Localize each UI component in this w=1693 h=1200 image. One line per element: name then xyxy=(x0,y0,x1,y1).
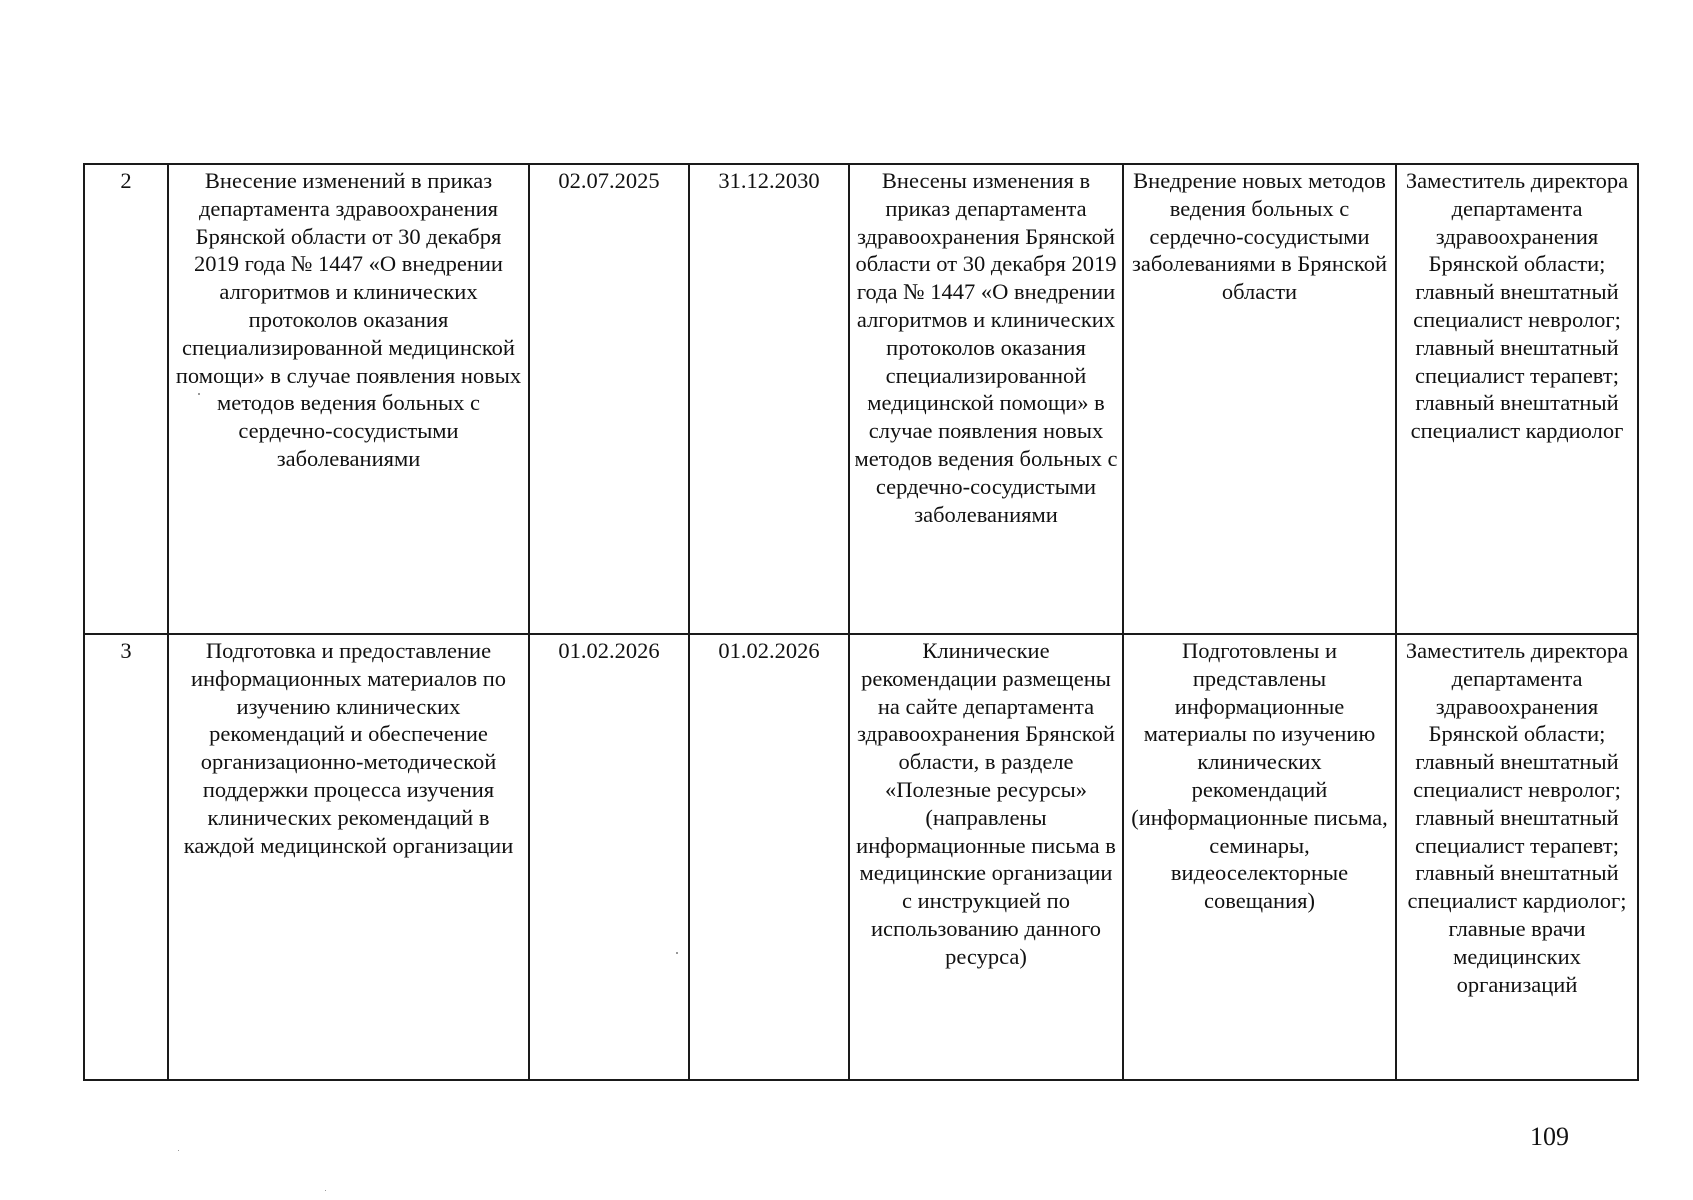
result-description: Клинические рекомендации размещены на сайте департамента здравоохранения Брянской области, в разделе «Полезные ресурсы» (направлены информационные письма в медицинские организации с инструкцией по использованию данного ресурса) xyxy=(849,634,1123,1080)
task-description: Подготовка и предоставление информационных материалов по изучению клинических рекомендаций и обеспечение организационно-методической поддержки процесса изучения клинических рекомендаций в каждой медицинской организации xyxy=(168,634,529,1080)
end-date: 01.02.2026 xyxy=(689,634,849,1080)
start-date: 01.02.2026 xyxy=(529,634,689,1080)
outcome-description: Внедрение новых методов ведения больных с сердечно-сосудистыми заболеваниями в Брянской области xyxy=(1123,164,1396,634)
outcome-description: Подготовлены и представлены информационные материалы по изучению клинических рекомендаций (информационные письма, семинары, видеоселекторные совещания) xyxy=(1123,634,1396,1080)
scan-speck xyxy=(198,393,200,395)
responsible-persons: Заместитель директора департамента здравоохранения Брянской области; главный внештатный специалист невролог; главный внештатный специалист терапевт; главный внештатный специалист кардиолог; главные врачи медицинских организаций xyxy=(1396,634,1638,1080)
task-description: Внесение изменений в приказ департамента здравоохранения Брянской области от 30 декабря 2019 года № 1447 «О внедрении алгоритмов и клинических протоколов оказания специализированной медицинской помощи» в случае появления новых методов ведения больных с сердечно-сосудистыми заболеваниями xyxy=(168,164,529,634)
row-number: 3 xyxy=(84,634,168,1080)
table-row xyxy=(84,634,1638,1080)
end-date: 31.12.2030 xyxy=(689,164,849,634)
scan-speck xyxy=(325,1190,326,1191)
page-number: 109 xyxy=(1530,1122,1569,1151)
row-number: 2 xyxy=(84,164,168,634)
scan-speck xyxy=(178,1150,179,1151)
start-date: 02.07.2025 xyxy=(529,164,689,634)
responsible-persons: Заместитель директора департамента здравоохранения Брянской области; главный внештатный специалист невролог; главный внештатный специалист терапевт; главный внештатный специалист кардиолог xyxy=(1396,164,1638,634)
table-row xyxy=(84,164,1638,634)
action-plan-table xyxy=(83,163,1639,1081)
scan-speck xyxy=(676,952,678,954)
result-description: Внесены изменения в приказ департамента здравоохранения Брянской области от 30 декабря 2019 года № 1447 «О внедрении алгоритмов и клинических протоколов оказания специализированной медицинской помощи» в случае появления новых методов ведения больных с сердечно-сосудистыми заболеваниями xyxy=(849,164,1123,634)
